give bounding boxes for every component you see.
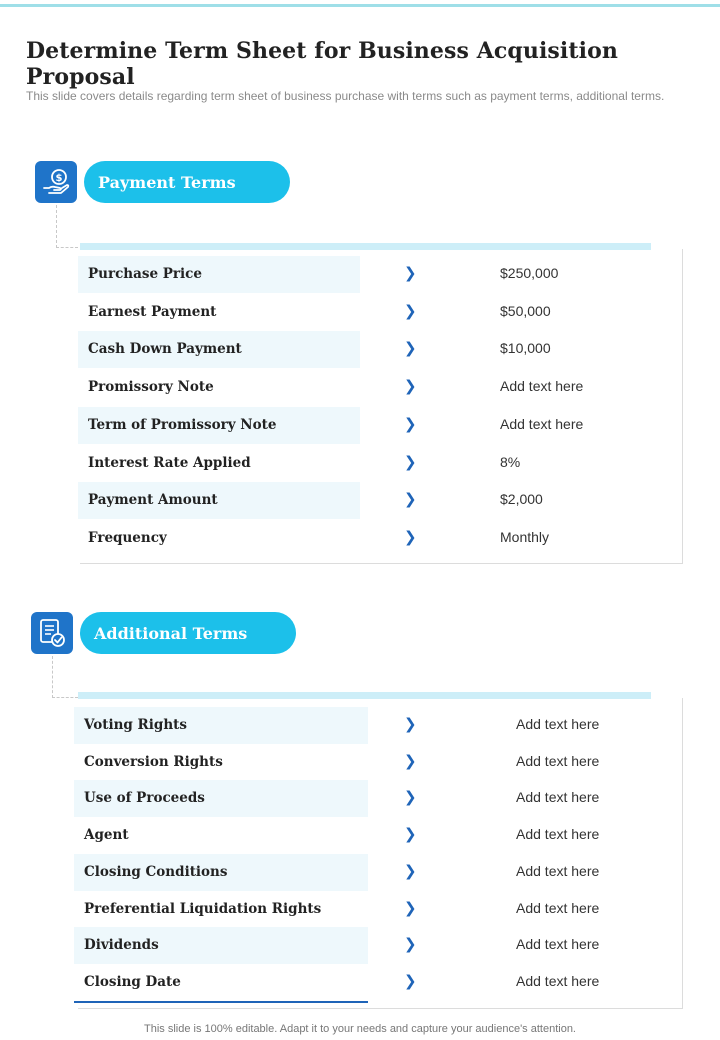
- row-value: Add text here: [516, 899, 600, 916]
- chevron-right-icon: ❯: [404, 377, 417, 396]
- chevron-right-icon: ❯: [404, 788, 417, 807]
- table-row: [74, 891, 678, 928]
- row-value: Add text here: [516, 862, 600, 879]
- row-label: Voting Rights: [84, 717, 187, 733]
- top-accent-bar: [0, 4, 720, 7]
- chevron-right-icon: ❯: [404, 264, 417, 282]
- row-label: Purchase Price: [88, 266, 202, 282]
- row-label: Payment Amount: [88, 492, 218, 509]
- row-label: Closing Conditions: [84, 863, 228, 880]
- payment-terms-heading: Payment Terms: [84, 161, 290, 203]
- table-row: [78, 445, 678, 482]
- table-row: [74, 964, 678, 1001]
- document-check-icon: [31, 612, 73, 654]
- table-row: [78, 369, 678, 406]
- table-row: [74, 854, 678, 891]
- additional-terms-heading: Additional Terms: [80, 612, 296, 654]
- row-label: Conversion Rights: [84, 753, 223, 770]
- row-value: Add text here: [500, 378, 584, 395]
- row-label: Promissory Note: [88, 379, 214, 396]
- table-row: [74, 817, 678, 854]
- chevron-right-icon: ❯: [404, 898, 417, 917]
- row-value: Add text here: [516, 826, 600, 843]
- chevron-right-icon: ❯: [404, 490, 417, 509]
- chevron-right-icon: ❯: [404, 301, 417, 320]
- chevron-right-icon: ❯: [404, 715, 417, 733]
- row-label: Agent: [84, 827, 129, 844]
- table-row: [78, 482, 678, 519]
- row-label: Cash Down Payment: [88, 341, 242, 358]
- table-row: [78, 331, 678, 368]
- additional-terms-table-topbar: [78, 692, 651, 699]
- row-value: Monthly: [500, 528, 550, 545]
- row-value: Add text here: [516, 789, 600, 806]
- chevron-right-icon: ❯: [404, 861, 417, 880]
- row-label: Preferential Liquidation Rights: [84, 900, 322, 917]
- row-label: Interest Rate Applied: [88, 454, 251, 471]
- page-title: Determine Term Sheet for Business Acquisition Proposal: [26, 38, 618, 90]
- chevron-right-icon: ❯: [404, 751, 417, 770]
- table-row: [74, 707, 678, 744]
- row-value: Add text here: [516, 752, 600, 769]
- row-value: $10,000: [500, 340, 551, 357]
- table-row: [74, 780, 678, 817]
- row-value: Add text here: [516, 716, 600, 732]
- row-value: Add text here: [500, 415, 584, 432]
- table-row: [74, 927, 678, 964]
- payment-terms-table-topbar: [80, 243, 651, 250]
- row-label: Frequency: [88, 529, 167, 546]
- row-value: $250,000: [500, 265, 559, 281]
- chevron-right-icon: ❯: [404, 339, 417, 358]
- last-row-underline: [74, 1001, 368, 1003]
- table-row: [78, 520, 678, 557]
- chevron-right-icon: ❯: [404, 825, 417, 844]
- row-value: $50,000: [500, 302, 551, 319]
- additional-terms-connector: [52, 656, 78, 698]
- row-value: Add text here: [516, 936, 600, 953]
- chevron-right-icon: ❯: [404, 971, 417, 990]
- page-subtitle: This slide covers details regarding term sheet of business purchase with terms such as payment terms, additional terms.: [26, 89, 665, 103]
- row-value: 8%: [500, 453, 521, 470]
- table-row: [78, 407, 678, 444]
- chevron-right-icon: ❯: [404, 935, 417, 954]
- chevron-right-icon: ❯: [404, 452, 417, 471]
- row-value: Add text here: [516, 972, 600, 989]
- hand-dollar-icon: [35, 161, 77, 203]
- row-label: Use of Proceeds: [84, 790, 205, 807]
- table-row: [78, 294, 678, 331]
- row-label: Dividends: [84, 937, 159, 954]
- payment-terms-connector: [56, 205, 78, 248]
- row-value: $2,000: [500, 491, 543, 508]
- svg-text:$: $: [55, 173, 63, 184]
- row-label: Closing Date: [84, 973, 181, 990]
- row-label: Term of Promissory Note: [88, 416, 277, 433]
- chevron-right-icon: ❯: [404, 414, 417, 433]
- row-label: Earnest Payment: [88, 303, 217, 320]
- footer-note: This slide is 100% editable. Adapt it to your needs and capture your audience's attention.: [144, 1023, 576, 1035]
- table-row: [78, 256, 678, 293]
- chevron-right-icon: ❯: [404, 527, 417, 546]
- table-row: [74, 744, 678, 781]
